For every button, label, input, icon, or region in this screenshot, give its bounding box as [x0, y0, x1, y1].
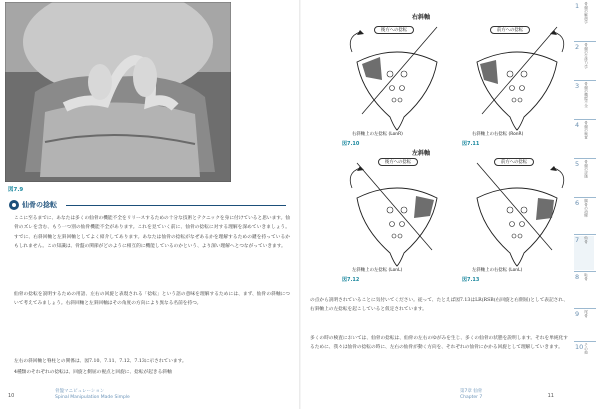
tab-label: 恥骨: [584, 273, 589, 281]
caption-7-11: 右斜軸上の右捻転 (RonR): [472, 132, 524, 137]
caption-7-10: 右斜軸上の左捻転 (LonR): [352, 132, 403, 137]
figure-label-7-12: 図7.12: [342, 277, 360, 283]
tab-divider: [574, 308, 596, 309]
bubble-7-12: 後方への捻転: [378, 158, 418, 166]
footer-chapter-en: Chapter 7: [460, 394, 483, 400]
chapter-tab-10[interactable]: [574, 343, 594, 373]
photo-sacrum-palpation: [5, 2, 231, 182]
tab-label: その他: [584, 343, 589, 354]
chapter-tab-5[interactable]: [574, 160, 594, 196]
section-heading: [8, 199, 288, 211]
tab-label: 骨盤の評価: [584, 160, 589, 178]
diagram-7-11: [462, 22, 572, 132]
footer-title-jp: 骨盤マニピュレーション: [55, 389, 105, 394]
figure-label-7-10: 図7.10: [342, 141, 360, 147]
tab-divider: [574, 158, 596, 159]
tab-divider: [574, 119, 596, 120]
photo-illustration: [5, 2, 231, 182]
tab-label: 骨盤の生体力学: [584, 43, 589, 69]
chapter-tab-4[interactable]: [574, 121, 594, 157]
page-number-left: 10: [8, 393, 15, 399]
tab-label: 尾骨: [584, 310, 589, 318]
tab-number: 7: [575, 236, 580, 244]
right-paragraph-1: の点から説明されていることに気付いてください。従って、たとえば図7.13はLR(RSB(右回旋と右側屈)として表記され、右斜軸上の左捻転を起こしていると仮定されています。: [310, 298, 568, 313]
diagram-7-10: [342, 22, 452, 132]
chapter-tab-9[interactable]: [574, 310, 594, 340]
footer-chapter: [460, 389, 482, 400]
sacrum-diagram-3: [342, 158, 452, 268]
right-paragraph-2: 多くの時の検査においては、仙骨の捻転は、仙骨の左右のゆがみを生じ、多くの仙骨の状態を説明します。それを単純化するために、我々は仙骨の捻転の時に、左右の仙骨が動く方向を、それぞれの仙骨にかかる回旋として理解していきます。: [310, 336, 568, 351]
tab-label: 腸骨の治療: [584, 199, 589, 217]
tab-divider: [574, 271, 596, 272]
tab-number: 3: [575, 82, 580, 90]
footer-book-title: [55, 389, 130, 400]
sacrum-diagram-2: [462, 22, 572, 132]
left-paragraph-2: 仙骨の捻転を説明するための用語、左右の回旋と表現される「捻転」という語の意味を理解するためには、まず、仙骨の斜軸について考えてみましょう。右斜回軸と左斜回軸はその角度の方向により異なる名前を持つ。: [14, 292, 290, 307]
section-bullet-icon: [8, 199, 20, 211]
figure-label-7-9: 図7.9: [8, 187, 24, 193]
figure-label-7-13: 図7.13: [462, 277, 480, 283]
tab-number: 6: [575, 199, 580, 207]
tab-number: 10: [575, 343, 584, 351]
chapter-tab-1[interactable]: [574, 2, 594, 40]
section-title: 仙骨の捻転: [22, 201, 57, 209]
tab-label: 仙骨: [584, 236, 589, 244]
section-rule: [66, 205, 286, 206]
chapter-tab-3[interactable]: [574, 82, 594, 118]
chapter-tab-8[interactable]: [574, 273, 594, 307]
tab-label: 骨盤の解剖学: [584, 2, 589, 24]
axis-label-right: 右斜軸: [412, 14, 431, 21]
tab-divider: [574, 197, 596, 198]
tab-label: 骨盤の検査: [584, 121, 589, 139]
caption-7-13: 左斜軸上の右捻転 (LonL): [472, 268, 523, 273]
tab-number: 2: [575, 43, 580, 51]
left-paragraph-1: ここに至るまでに、あなたは多くの仙骨の機能不全をリリースするための十分な技術とテクニックを身に付けていると思います。仙骨のズレを含む、もう一つ別の仙骨機能不全があります。これを見ていく前に、仙骨の捻転に対する理解を深めていきましょう。すでに、右斜回軸と左斜回軸としてよく紹介してあります。あなたは仙骨の捻転がなぜあるかを理解するための鍵を持っているかもしれません。この知識は、骨盤の関節がどのように相互的に機能しているのかという、より深い理解へとつながっていきます。: [14, 216, 290, 250]
sacrum-diagram-4: [462, 158, 572, 268]
bubble-7-13: 前方への捻転: [494, 158, 534, 166]
footer-title-en: Spinal Manipulation Made Simple: [55, 394, 130, 400]
tab-label: 骨盤の機能不全: [584, 82, 589, 108]
page-gutter: [299, 0, 301, 409]
bubble-7-11: 前方への捻転: [490, 26, 530, 34]
axis-label-left: 左斜軸: [412, 150, 431, 157]
diagram-7-12: [342, 158, 452, 268]
chapter-tab-2[interactable]: [574, 43, 594, 79]
footer-chapter-jp: 第7章 仙骨: [460, 389, 483, 394]
caption-7-12: 左斜軸上の左捻転 (LonL): [352, 268, 403, 273]
tab-divider: [574, 341, 596, 342]
tab-number: 8: [575, 273, 580, 281]
diagram-7-13: [462, 158, 572, 268]
figure-label-7-11: 図7.11: [462, 141, 480, 147]
tab-divider: [574, 41, 596, 42]
left-paragraph-3: 左右の斜回軸と脊柱との関係は、図7.10、7.11、7.12、7.13に示されています。: [14, 359, 187, 364]
tab-divider: [574, 234, 596, 235]
tab-divider: [574, 80, 596, 81]
sacrum-diagram-1: [342, 22, 452, 132]
chapter-tabs: [574, 0, 600, 409]
tab-number: 4: [575, 121, 580, 129]
tab-number: 1: [575, 2, 580, 10]
chapter-tab-6[interactable]: [574, 199, 594, 233]
page-number-right: 11: [547, 393, 554, 399]
chapter-tab-7[interactable]: [574, 236, 594, 270]
left-paragraph-4: 4種類のそれぞれの捻転は、回旋と側屈の視点と回旋に、捻転が起きる斜軸: [14, 370, 172, 375]
tab-number: 9: [575, 310, 580, 318]
tab-number: 5: [575, 160, 580, 168]
bubble-7-10: 後方への捻転: [374, 26, 414, 34]
